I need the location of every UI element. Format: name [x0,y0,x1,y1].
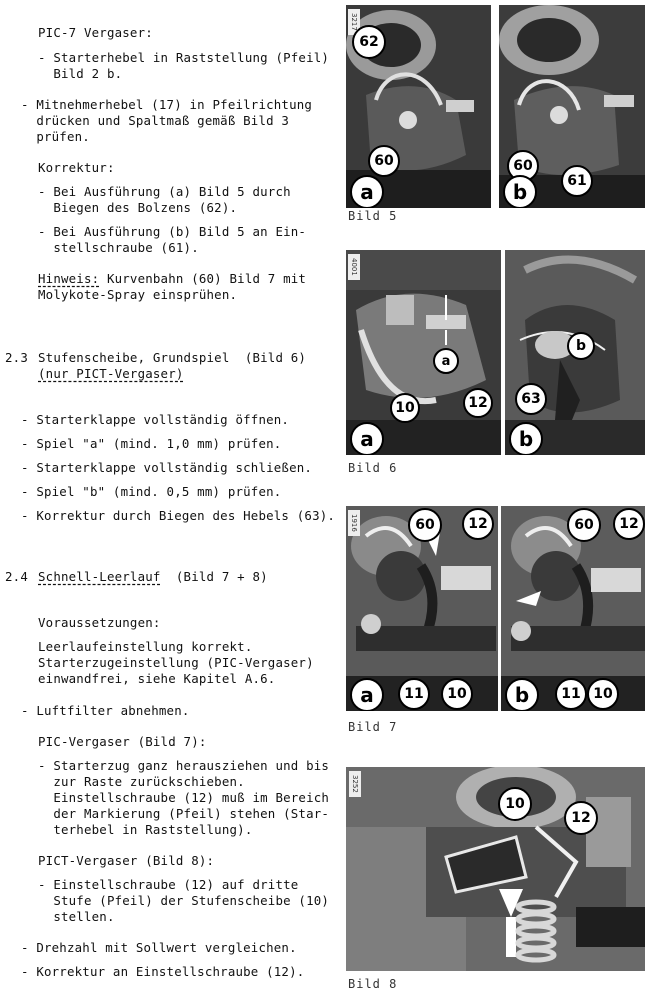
bild5a-corner-label: a [350,175,384,208]
bild5b-corner-label: b [503,175,537,208]
pict-line1: - Einstellschraube (12) auf dritte [38,877,299,892]
bild8-id-strip: 3252 [349,771,361,797]
bild6a-corner-label: a [350,422,384,455]
bild7a-label-60: 60 [408,508,442,542]
pic-heading: PIC-Vergaser (Bild 7): [38,734,207,749]
voraussetzungen-line3: einwandfrei, siehe Kapitel A.6. [38,671,276,686]
pic7-item1-line2: Bild 2 b. [38,66,123,81]
bild5a-id-strip: 3217 [348,9,360,35]
bild5a-label-62: 62 [352,25,386,59]
s23-item5: - Korrektur durch Biegen des Hebels (63). [21,508,336,523]
bild8-label-10: 10 [498,787,532,821]
pic-line2: zur Raste zurückschieben. [38,774,245,789]
s23-item4: - Spiel "b" (mind. 0,5 mm) prüfen. [21,484,282,499]
pic-line4: der Markierung (Pfeil) stehen (Star- [38,806,330,821]
bild7a-label-11: 11 [398,678,430,710]
section-2-3-number: 2.3 [5,350,28,365]
drehzahl-item: - Drehzahl mit Sollwert vergleichen. [21,940,297,955]
mitnehmer-line1: - Mitnehmerhebel (17) in Pfeilrichtung [21,97,313,112]
bild7a-photo [346,506,498,711]
section-2-4-ref: (Bild 7 + 8) [160,569,268,584]
bild7b-corner-label: b [505,678,539,711]
korrektur-b-line2: stellschraube (61). [38,240,199,255]
bild7a-label-12: 12 [462,508,494,540]
mitnehmer-line3: prüfen. [21,129,90,144]
bild6a-id-strip: 4001 [348,254,360,280]
bild6b-corner-label: b [509,422,543,455]
bild7-caption: Bild 7 [348,720,398,734]
korrektur-b-line1: - Bei Ausführung (b) Bild 5 an Ein- [38,224,307,239]
korrektur-a-line1: - Bei Ausführung (a) Bild 5 durch [38,184,291,199]
pict-line2: Stufe (Pfeil) der Stufenscheibe (10) [38,893,330,908]
bild7a-corner-label: a [350,678,384,711]
bild7b-label-11: 11 [555,678,587,710]
bild7b-label-10: 10 [587,678,619,710]
bild7b-label-12: 12 [613,508,645,540]
korrektur-a-line2: Biegen des Bolzens (62). [38,200,238,215]
bild7a-id-strip: 1916 [348,510,360,536]
bild8-caption: Bild 8 [348,977,398,991]
pict-line3: stellen. [38,909,115,924]
voraussetzungen-heading: Voraussetzungen: [38,615,161,630]
bild5a-label-60: 60 [368,145,400,177]
bild6a-label-10: 10 [390,393,420,423]
bild8-photo [346,767,645,971]
voraussetzungen-line1: Leerlaufeinstellung korrekt. [38,639,253,654]
bild8-label-12: 12 [564,801,598,835]
section-2-4-title-line [38,569,268,585]
pic-line3: Einstellschraube (12) muß im Bereich [38,790,330,805]
bild5-caption: Bild 5 [348,209,398,223]
bild5b-photo [499,5,645,208]
pic-line5: terhebel in Raststellung). [38,822,253,837]
pic-line1: - Starterzug ganz herausziehen und bis [38,758,330,773]
bild5b-label-61: 61 [561,165,593,197]
hinweis-line2: Molykote-Spray einsprühen. [38,287,238,302]
section-2-4-number: 2.4 [5,569,28,584]
bild6b-photo [505,250,645,455]
s23-item1: - Starterklappe vollständig öffnen. [21,412,290,427]
bild6a-label-12: 12 [463,388,493,418]
bild6a-label-a: a [433,348,459,374]
bild7b-label-60: 60 [567,508,601,542]
hinweis-label: Hinweis: [38,271,100,286]
hinweis-text: Kurvenbahn (60) Bild 7 mit [99,271,307,286]
bild6a-photo [346,250,501,455]
korrektur-heading: Korrektur: [38,160,115,175]
bild8-drawing [346,767,645,971]
section-2-3-title: Stufenscheibe, Grundspiel (Bild 6) [38,350,307,365]
pict-heading: PICT-Vergaser (Bild 8): [38,853,215,868]
s23-item2: - Spiel "a" (mind. 1,0 mm) prüfen. [21,436,282,451]
bild5a-photo [346,5,491,208]
bild5b-label-60: 60 [507,150,539,182]
luftfilter-item: - Luftfilter abnehmen. [21,703,190,718]
korrektur-end-item: - Korrektur an Einstellschraube (12). [21,964,305,979]
pic7-item1-line1: - Starterhebel in Raststellung (Pfeil) [38,50,330,65]
bild6-caption: Bild 6 [348,461,398,475]
bild7a-label-10: 10 [441,678,473,710]
bild7b-photo [501,506,645,711]
section-2-3-subtitle: (nur PICT-Vergaser) [38,366,184,381]
voraussetzungen-line2: Starterzugeinstellung (PIC-Vergaser) [38,655,314,670]
pic7-heading: PIC-7 Vergaser: [38,25,153,40]
bild6b-label-b: b [567,332,595,360]
mitnehmer-line2: drücken und Spaltmaß gemäß Bild 3 [21,113,290,128]
s23-item3: - Starterklappe vollständig schließen. [21,460,313,475]
section-2-4-title: Schnell-Leerlauf [38,569,161,584]
bild6b-label-63: 63 [515,383,547,415]
hinweis-line1 [38,271,306,287]
